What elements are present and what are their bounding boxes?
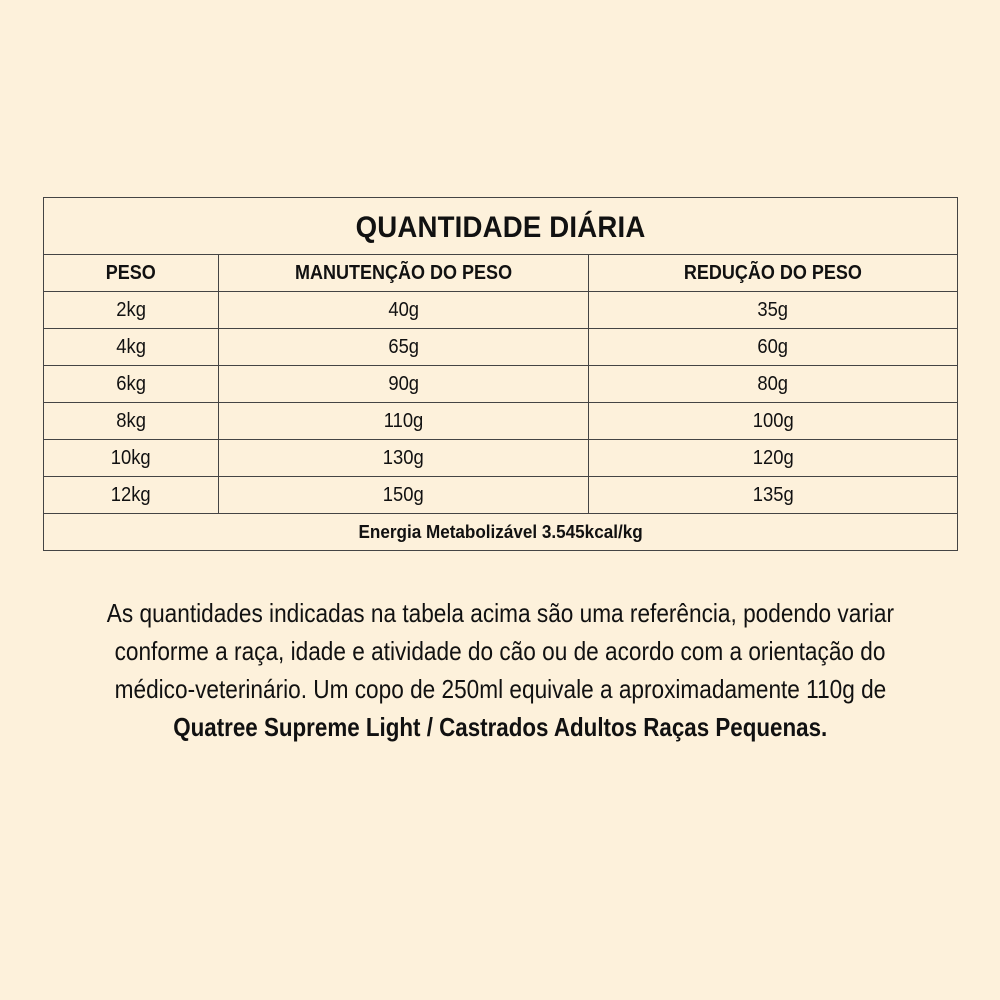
cell-peso: 12kg xyxy=(44,477,219,514)
feeding-table xyxy=(43,197,958,551)
header-peso xyxy=(44,255,219,292)
table-header-row xyxy=(44,255,958,292)
table-row xyxy=(44,440,958,477)
cell-manutencao: 65g xyxy=(219,329,589,366)
cell-peso: 6kg xyxy=(44,366,219,403)
table-row xyxy=(44,477,958,514)
cell-reducao: 100g xyxy=(589,403,958,440)
product-name: Quatree Supreme Light / Castrados Adultos Raças Pequenas. xyxy=(172,712,828,742)
header-manutencao xyxy=(219,255,589,292)
notes-line: As quantidades indicadas na tabela acima são uma referência, podendo variar xyxy=(106,598,894,628)
cell-manutencao: 90g xyxy=(219,366,589,403)
energy-footer-text: Energia Metabolizável 3.545kcal/kg xyxy=(358,521,643,542)
feeding-table-container xyxy=(43,197,957,551)
cell-manutencao: 40g xyxy=(219,292,589,329)
cell-manutencao: 110g xyxy=(219,403,589,440)
header-manutencao-text: MANUTENÇÃO DO PESO xyxy=(294,261,513,284)
cell-reducao: 35g xyxy=(589,292,958,329)
cell-reducao: 60g xyxy=(589,329,958,366)
table-row xyxy=(44,403,958,440)
header-reducao xyxy=(589,255,958,292)
cell-manutencao: 130g xyxy=(219,440,589,477)
header-reducao-text: REDUÇÃO DO PESO xyxy=(684,261,863,284)
header-peso-text: PESO xyxy=(105,261,157,284)
table-footer-row xyxy=(44,514,958,551)
cell-peso: 4kg xyxy=(44,329,219,366)
table-title xyxy=(44,198,958,255)
cell-peso: 8kg xyxy=(44,403,219,440)
energy-footer xyxy=(44,514,958,551)
table-row xyxy=(44,366,958,403)
cell-reducao: 80g xyxy=(589,366,958,403)
table-title-text: QUANTIDADE DIÁRIA xyxy=(355,211,646,244)
table-row xyxy=(44,292,958,329)
cell-peso: 10kg xyxy=(44,440,219,477)
table-row xyxy=(44,329,958,366)
feeding-notes xyxy=(20,594,980,746)
cell-manutencao: 150g xyxy=(219,477,589,514)
cell-reducao: 135g xyxy=(589,477,958,514)
table-title-row xyxy=(44,198,958,255)
cell-peso: 2kg xyxy=(44,292,219,329)
notes-line: médico-veterinário. Um copo de 250ml equivale a aproximadamente 110g de xyxy=(114,674,886,704)
notes-line: conforme a raça, idade e atividade do cão ou de acordo com a orientação do xyxy=(114,636,886,666)
cell-reducao: 120g xyxy=(589,440,958,477)
